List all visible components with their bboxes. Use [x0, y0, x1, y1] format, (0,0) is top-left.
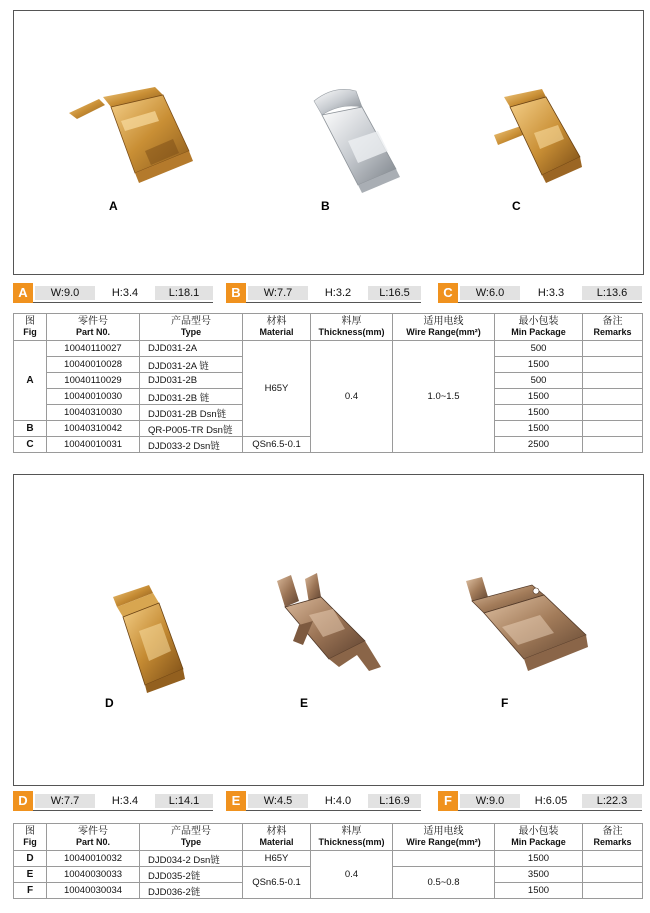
material-cell: H65Y: [243, 341, 311, 437]
header-fig: 图 Fig: [14, 314, 47, 341]
terminal-d-image: [99, 575, 199, 695]
dimension-group-e: [226, 791, 421, 811]
material-cell: QSn6.5-0.1: [243, 437, 311, 453]
header-thickness: 料厚 Thickness(mm): [311, 824, 393, 851]
header-wire-range: 适用电线 Wire Range(mm²): [393, 314, 495, 341]
dimension-group-a: [13, 283, 213, 303]
thickness-cell: 0.4: [311, 341, 393, 453]
dimension-underline: [458, 810, 642, 811]
dimension-underline: [33, 810, 213, 811]
length-value: L:16.5: [368, 286, 421, 300]
header-material: 材料 Material: [243, 314, 311, 341]
height-value: H:3.3: [522, 286, 580, 300]
dimension-underline: [458, 302, 642, 303]
part-no-cell: 10040010028: [47, 357, 140, 373]
header-remarks: 备注 Remarks: [583, 314, 643, 341]
dimension-group-f: [438, 791, 642, 811]
min-package-cell: 1500: [495, 405, 583, 421]
fig-cell-c: C: [14, 437, 47, 453]
min-package-cell: 1500: [495, 851, 583, 867]
dimension-group-d: [13, 791, 213, 811]
remarks-cell: [583, 373, 643, 389]
dimension-letter-e: E: [226, 791, 246, 811]
figure-label-b: B: [321, 199, 330, 213]
remarks-cell: [583, 851, 643, 867]
figure-label-f: F: [501, 696, 509, 710]
dimension-bar-d-e-f: [13, 791, 642, 811]
min-package-cell: 2500: [495, 437, 583, 453]
figure-label-e: E: [300, 696, 309, 710]
header-type: 产品型号 Type: [140, 824, 243, 851]
table-header-row: [14, 824, 643, 851]
terminal-e-image: [269, 571, 389, 681]
material-cell: H65Y: [243, 851, 311, 867]
terminal-c-image: [484, 87, 594, 187]
type-cell: DJD033-2 Dsn链: [140, 437, 243, 453]
length-value: L:16.9: [368, 794, 421, 808]
figure-label-c: C: [512, 199, 521, 213]
material-cell: QSn6.5-0.1: [243, 867, 311, 899]
type-cell: DJD034-2 Dsn链: [140, 851, 243, 867]
width-value: W:4.5: [248, 794, 308, 808]
remarks-cell: [583, 421, 643, 437]
header-part-no: 零件号 Part N0.: [47, 314, 140, 341]
table-header-row: [14, 314, 643, 341]
dimension-group-c: [438, 283, 642, 303]
min-package-cell: 500: [495, 373, 583, 389]
length-value: L:18.1: [155, 286, 213, 300]
length-value: L:14.1: [155, 794, 213, 808]
part-no-cell: 10040110027: [47, 341, 140, 357]
width-value: W:6.0: [460, 286, 520, 300]
header-min-package: 最小包装 Min Package: [495, 824, 583, 851]
terminal-a-image: [59, 81, 209, 191]
photo-panel-d-e-f: [13, 474, 644, 786]
remarks-cell: [583, 883, 643, 899]
remarks-cell: [583, 867, 643, 883]
min-package-cell: 3500: [495, 867, 583, 883]
remarks-cell: [583, 437, 643, 453]
remarks-cell: [583, 405, 643, 421]
type-cell: DJD035-2链: [140, 867, 243, 883]
terminal-f-image: [462, 575, 592, 685]
fig-cell-a: A: [14, 341, 47, 421]
dimension-underline: [33, 302, 213, 303]
dimension-letter-a: A: [13, 283, 33, 303]
type-cell: DJD031-2A: [140, 341, 243, 357]
header-thickness: 料厚 Thickness(mm): [311, 314, 393, 341]
width-value: W:7.7: [35, 794, 95, 808]
fig-cell-d: D: [14, 851, 47, 867]
part-no-cell: 10040110029: [47, 373, 140, 389]
figure-label-d: D: [105, 696, 114, 710]
length-value: L:13.6: [582, 286, 642, 300]
part-no-cell: 10040310042: [47, 421, 140, 437]
header-remarks: 备注 Remarks: [583, 824, 643, 851]
min-package-cell: 500: [495, 341, 583, 357]
type-cell: DJD031-2B 链: [140, 389, 243, 405]
part-no-cell: 10040310030: [47, 405, 140, 421]
dimension-group-b: [226, 283, 421, 303]
type-cell: DJD031-2B Dsn链: [140, 405, 243, 421]
wire-range-cell: 0.5~0.8: [393, 867, 495, 899]
fig-cell-f: F: [14, 883, 47, 899]
width-value: W:7.7: [248, 286, 308, 300]
min-package-cell: 1500: [495, 389, 583, 405]
figure-label-a: A: [109, 199, 118, 213]
fig-cell-b: B: [14, 421, 47, 437]
header-fig: 图 Fig: [14, 824, 47, 851]
dimension-underline: [246, 302, 421, 303]
type-cell: QR-P005-TR Dsn链: [140, 421, 243, 437]
header-wire-range: 适用电线 Wire Range(mm²): [393, 824, 495, 851]
spec-table-a-b-c: [13, 313, 643, 453]
table-row: [14, 341, 643, 357]
header-min-package: 最小包装 Min Package: [495, 314, 583, 341]
dimension-letter-d: D: [13, 791, 33, 811]
dimension-letter-b: B: [226, 283, 246, 303]
type-cell: DJD036-2链: [140, 883, 243, 899]
header-material: 材料 Material: [243, 824, 311, 851]
header-part-no: 零件号 Part N0.: [47, 824, 140, 851]
part-no-cell: 10040030034: [47, 883, 140, 899]
type-cell: DJD031-2B: [140, 373, 243, 389]
dimension-underline: [246, 810, 421, 811]
photo-panel-a-b-c: [13, 10, 644, 275]
height-value: H:3.4: [97, 286, 153, 300]
thickness-cell: 0.4: [311, 851, 393, 899]
wire-range-cell: [393, 851, 495, 867]
dimension-letter-c: C: [438, 283, 458, 303]
fig-cell-e: E: [14, 867, 47, 883]
length-value: L:22.3: [582, 794, 642, 808]
type-cell: DJD031-2A 链: [140, 357, 243, 373]
remarks-cell: [583, 341, 643, 357]
dimension-bar-a-b-c: [13, 283, 642, 303]
header-type: 产品型号 Type: [140, 314, 243, 341]
width-value: W:9.0: [460, 794, 520, 808]
height-value: H:4.0: [310, 794, 366, 808]
height-value: H:6.05: [522, 794, 580, 808]
part-no-cell: 10040010030: [47, 389, 140, 405]
part-no-cell: 10040010032: [47, 851, 140, 867]
remarks-cell: [583, 357, 643, 373]
wire-range-cell: 1.0~1.5: [393, 341, 495, 453]
height-value: H:3.4: [97, 794, 153, 808]
part-no-cell: 10040030033: [47, 867, 140, 883]
remarks-cell: [583, 389, 643, 405]
spec-table-d-e-f: [13, 823, 643, 899]
min-package-cell: 1500: [495, 357, 583, 373]
height-value: H:3.2: [310, 286, 366, 300]
width-value: W:9.0: [35, 286, 95, 300]
min-package-cell: 1500: [495, 883, 583, 899]
part-no-cell: 10040010031: [47, 437, 140, 453]
table-row: [14, 851, 643, 867]
dimension-letter-f: F: [438, 791, 458, 811]
min-package-cell: 1500: [495, 421, 583, 437]
terminal-b-image: [304, 81, 424, 196]
